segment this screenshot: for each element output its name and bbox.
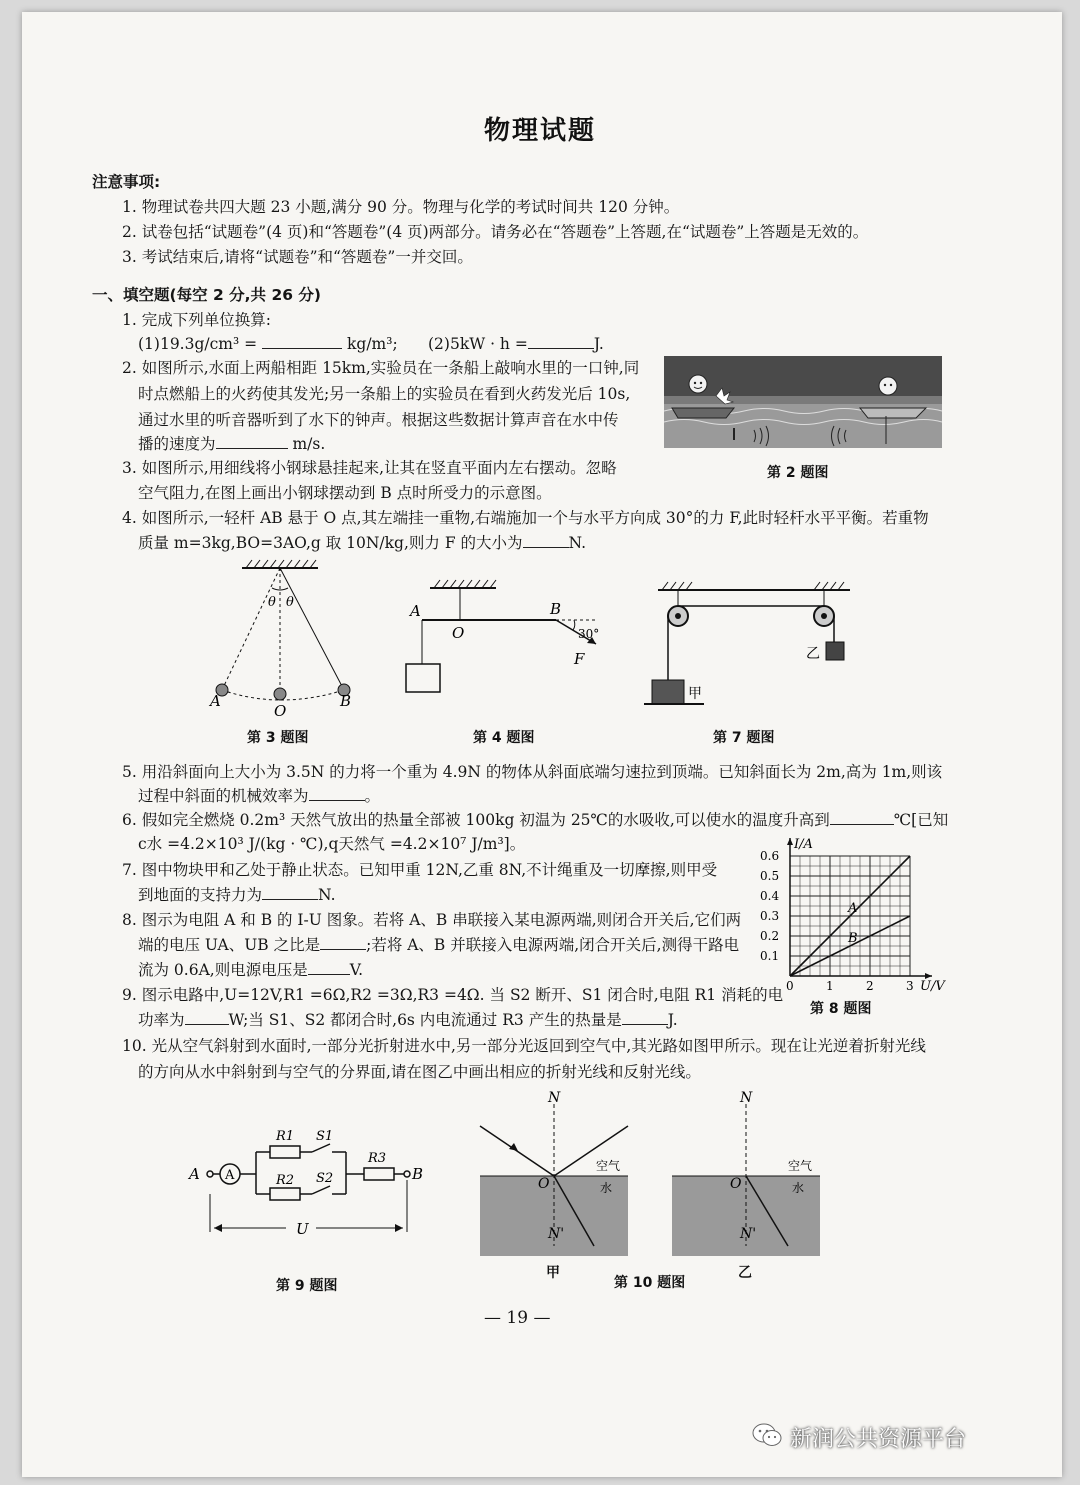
fig9-terminal-a: A [189, 1165, 200, 1183]
fig7-label-yi: 乙 [806, 646, 820, 662]
chart-xlabel: U/V [920, 979, 945, 994]
fig10-yi-diagram [670, 1090, 822, 1260]
fig3-theta-right: θ [286, 595, 294, 610]
fig10-yi-label-o: O [730, 1176, 742, 1192]
fig10-jia-caption: 甲 [546, 1265, 560, 1281]
chart-ylabel: I/A [794, 837, 813, 852]
q2-line-4: 播的速度为 m/s. [138, 435, 326, 453]
q2-line-2: 时点燃船上的火药使其发光;另一条船上的实验员在看到火药发光后 10s, [138, 385, 631, 403]
q10-line-1: 10. 光从空气斜射到水面时,一部分光折射进水中,另一部分光返回到空气中,其光路如图甲所示。现在让光逆着折射光线 [122, 1037, 926, 1055]
fig9-label-r1: R1 [276, 1129, 295, 1144]
section-heading: 一、填空题(每空 2 分,共 26 分) [92, 286, 321, 304]
x-tick-label: 2 [866, 979, 874, 993]
fig7-caption: 第 7 题图 [713, 730, 775, 746]
x-tick-label: 1 [826, 979, 834, 993]
q8-line-3: 流为 0.6A,则电源电压是 V. [138, 961, 364, 979]
fig2-illustration [664, 356, 942, 448]
fig10-jia-label-o: O [538, 1176, 550, 1192]
fig8-iu-chart [754, 836, 954, 998]
fig3-label-a: A [210, 692, 221, 710]
y-tick-label: 0.6 [760, 849, 780, 863]
fig9-label-r2: R2 [276, 1173, 295, 1188]
fig10-yi-caption: 乙 [738, 1265, 752, 1281]
x-tick-label: 0 [786, 979, 794, 993]
q5-line-1: 5. 用沿斜面向上大小为 3.5N 的力将一个重为 4.9N 的物体从斜面底端匀速拉到顶端。已知斜面长为 2m,高为 1m,则该 [122, 763, 943, 781]
page-title: 物理试题 [483, 116, 596, 146]
y-tick-label: 0.5 [760, 869, 780, 883]
q5-line-2: 过程中斜面的机械效率为 。 [138, 787, 381, 805]
fig9-circuit [186, 1120, 426, 1250]
chart-tick-labels [760, 849, 914, 993]
y-tick-label: 0.4 [760, 889, 780, 903]
y-tick-label: 0.1 [760, 949, 780, 963]
series-label-A: A [848, 901, 858, 916]
fig9-label-s1: S1 [316, 1129, 334, 1144]
fig10-yi-label-water: 水 [792, 1181, 805, 1195]
fig10-jia-label-air: 空气 [596, 1159, 621, 1173]
series-label-B: B [848, 931, 858, 946]
y-axis-arrow [787, 838, 793, 845]
fig2-caption: 第 2 题图 [767, 465, 829, 481]
q7-line-1: 7. 图中物块甲和乙处于静止状态。已知甲重 12N,乙重 8N,不计绳重及一切摩擦,则甲受 [122, 861, 718, 879]
fig8-caption: 第 8 题图 [810, 1001, 872, 1017]
q1-stem: 1. 完成下列单位换算: [122, 311, 271, 329]
fig4-label-b: B [550, 600, 562, 618]
q1-part-b: (2)5kW · h = J. [428, 335, 604, 353]
fig9-caption: 第 9 题图 [276, 1278, 338, 1294]
fig9-ammeter-label: A [225, 1168, 235, 1183]
fig3-label-b: B [340, 692, 352, 710]
notes-heading: 注意事项: [92, 173, 161, 191]
fig7-pulleys [644, 582, 864, 712]
fig7-label-jia: 甲 [688, 686, 702, 702]
fig10-yi-label-n: N [740, 1090, 753, 1106]
fig10-jia-label-water: 水 [600, 1181, 613, 1195]
q8-line-2: 端的电压 UA、UB 之比是 ;若将 A、B 并联接入电源两端,闭合开关后,测得干路电 [138, 936, 740, 954]
fig4-label-a: A [410, 602, 421, 620]
q8-line-1: 8. 图示为电阻 A 和 B 的 I-U 图象。若将 A、B 串联接入某电源两端,则闭合开关后,它们两 [122, 911, 742, 929]
wechat-icon [752, 1422, 782, 1448]
fig9-label-u: U [296, 1220, 309, 1238]
note-item-3: 3. 考试结束后,请将“试题卷”和“答题卷”一并交回。 [122, 248, 473, 266]
y-tick-label: 0.3 [760, 909, 780, 923]
q6-line-2: c水 =4.2×10³ J/(kg · ℃),q天然气 =4.2×10⁷ J/m³]。 [138, 835, 526, 853]
q9-line-2: 功率为 W;当 S1、S2 都闭合时,6s 内电流通过 R3 产生的热量是 J. [138, 1011, 678, 1029]
fig9-label-r3: R3 [368, 1151, 387, 1166]
note-item-2: 2. 试卷包括“试题卷”(4 页)和“答题卷”(4 页)两部分。请务必在“答题卷”上答题,在“试题卷”上答题是无效的。 [122, 223, 869, 241]
q7-line-2: 到地面的支持力为 N. [138, 886, 336, 904]
fig4-lever [396, 580, 616, 700]
y-tick-label: 0.2 [760, 929, 780, 943]
q9-line-1: 9. 图示电路中,U=12V,R1 =6Ω,R2 =3Ω,R3 =4Ω. 当 S2 断开、S1 闭合时,电阻 R1 消耗的电 [122, 986, 784, 1004]
fig3-pendulum [200, 560, 370, 720]
fig10-jia-label-n2: N' [548, 1226, 565, 1242]
q2-line-1: 2. 如图所示,水面上两船相距 15km,实验员在一条船上敲响水里的一口钟,同 [122, 359, 640, 377]
q6-line-1: 6. 假如完全燃烧 0.2m³ 天然气放出的热量全部被 100kg 初温为 25℃的水吸收,可以使水的温度升高到 ℃[已知 [122, 811, 949, 829]
fig3-theta-left: θ [268, 595, 276, 610]
fig4-label-o: O [452, 624, 465, 642]
q4-line-2: 质量 m=3kg,BO=3AO,g 取 10N/kg,则力 F 的大小为 N. [138, 534, 587, 552]
fig4-label-f: F [574, 650, 585, 668]
fig10-jia-diagram [478, 1090, 630, 1260]
fig9-label-s2: S2 [316, 1171, 334, 1186]
fig10-yi-label-n2: N' [740, 1226, 757, 1242]
fig4-label-angle: 30° [578, 627, 600, 641]
page-number: — 19 — [484, 1308, 551, 1328]
q4-line-1: 4. 如图所示,一轻杆 AB 悬于 O 点,其左端挂一重物,右端施加一个与水平方向成 30°的力 F,此时轻杆水平平衡。若重物 [122, 509, 929, 527]
x-tick-label: 3 [906, 979, 914, 993]
q10-line-2: 的方向从水中斜射到与空气的分界面,请在图乙中画出相应的折射光线和反射光线。 [138, 1063, 701, 1081]
q3-line-1: 3. 如图所示,用细线将小钢球悬挂起来,让其在竖直平面内左右摆动。忽略 [122, 459, 617, 477]
q1-part-a: (1)19.3g/cm³ = kg/m³; [138, 335, 398, 353]
fig10-caption: 第 10 题图 [614, 1275, 686, 1291]
watermark: 新润公共资源平台 [790, 1427, 967, 1452]
fig4-caption: 第 4 题图 [473, 730, 535, 746]
q3-line-2: 空气阻力,在图上画出小钢球摆动到 B 点时所受力的示意图。 [138, 484, 552, 502]
fig10-jia-label-n: N [548, 1090, 561, 1106]
fig3-label-o: O [274, 702, 287, 720]
fig10-yi-label-air: 空气 [788, 1159, 813, 1173]
note-item-1: 1. 物理试卷共四大题 23 小题,满分 90 分。物理与化学的考试时间共 120 分钟。 [122, 198, 680, 216]
q2-line-3: 通过水里的听音器听到了水下的钟声。根据这些数据计算声音在水中传 [138, 411, 619, 429]
fig9-terminal-b: B [412, 1165, 424, 1183]
fig3-caption: 第 3 题图 [247, 730, 309, 746]
